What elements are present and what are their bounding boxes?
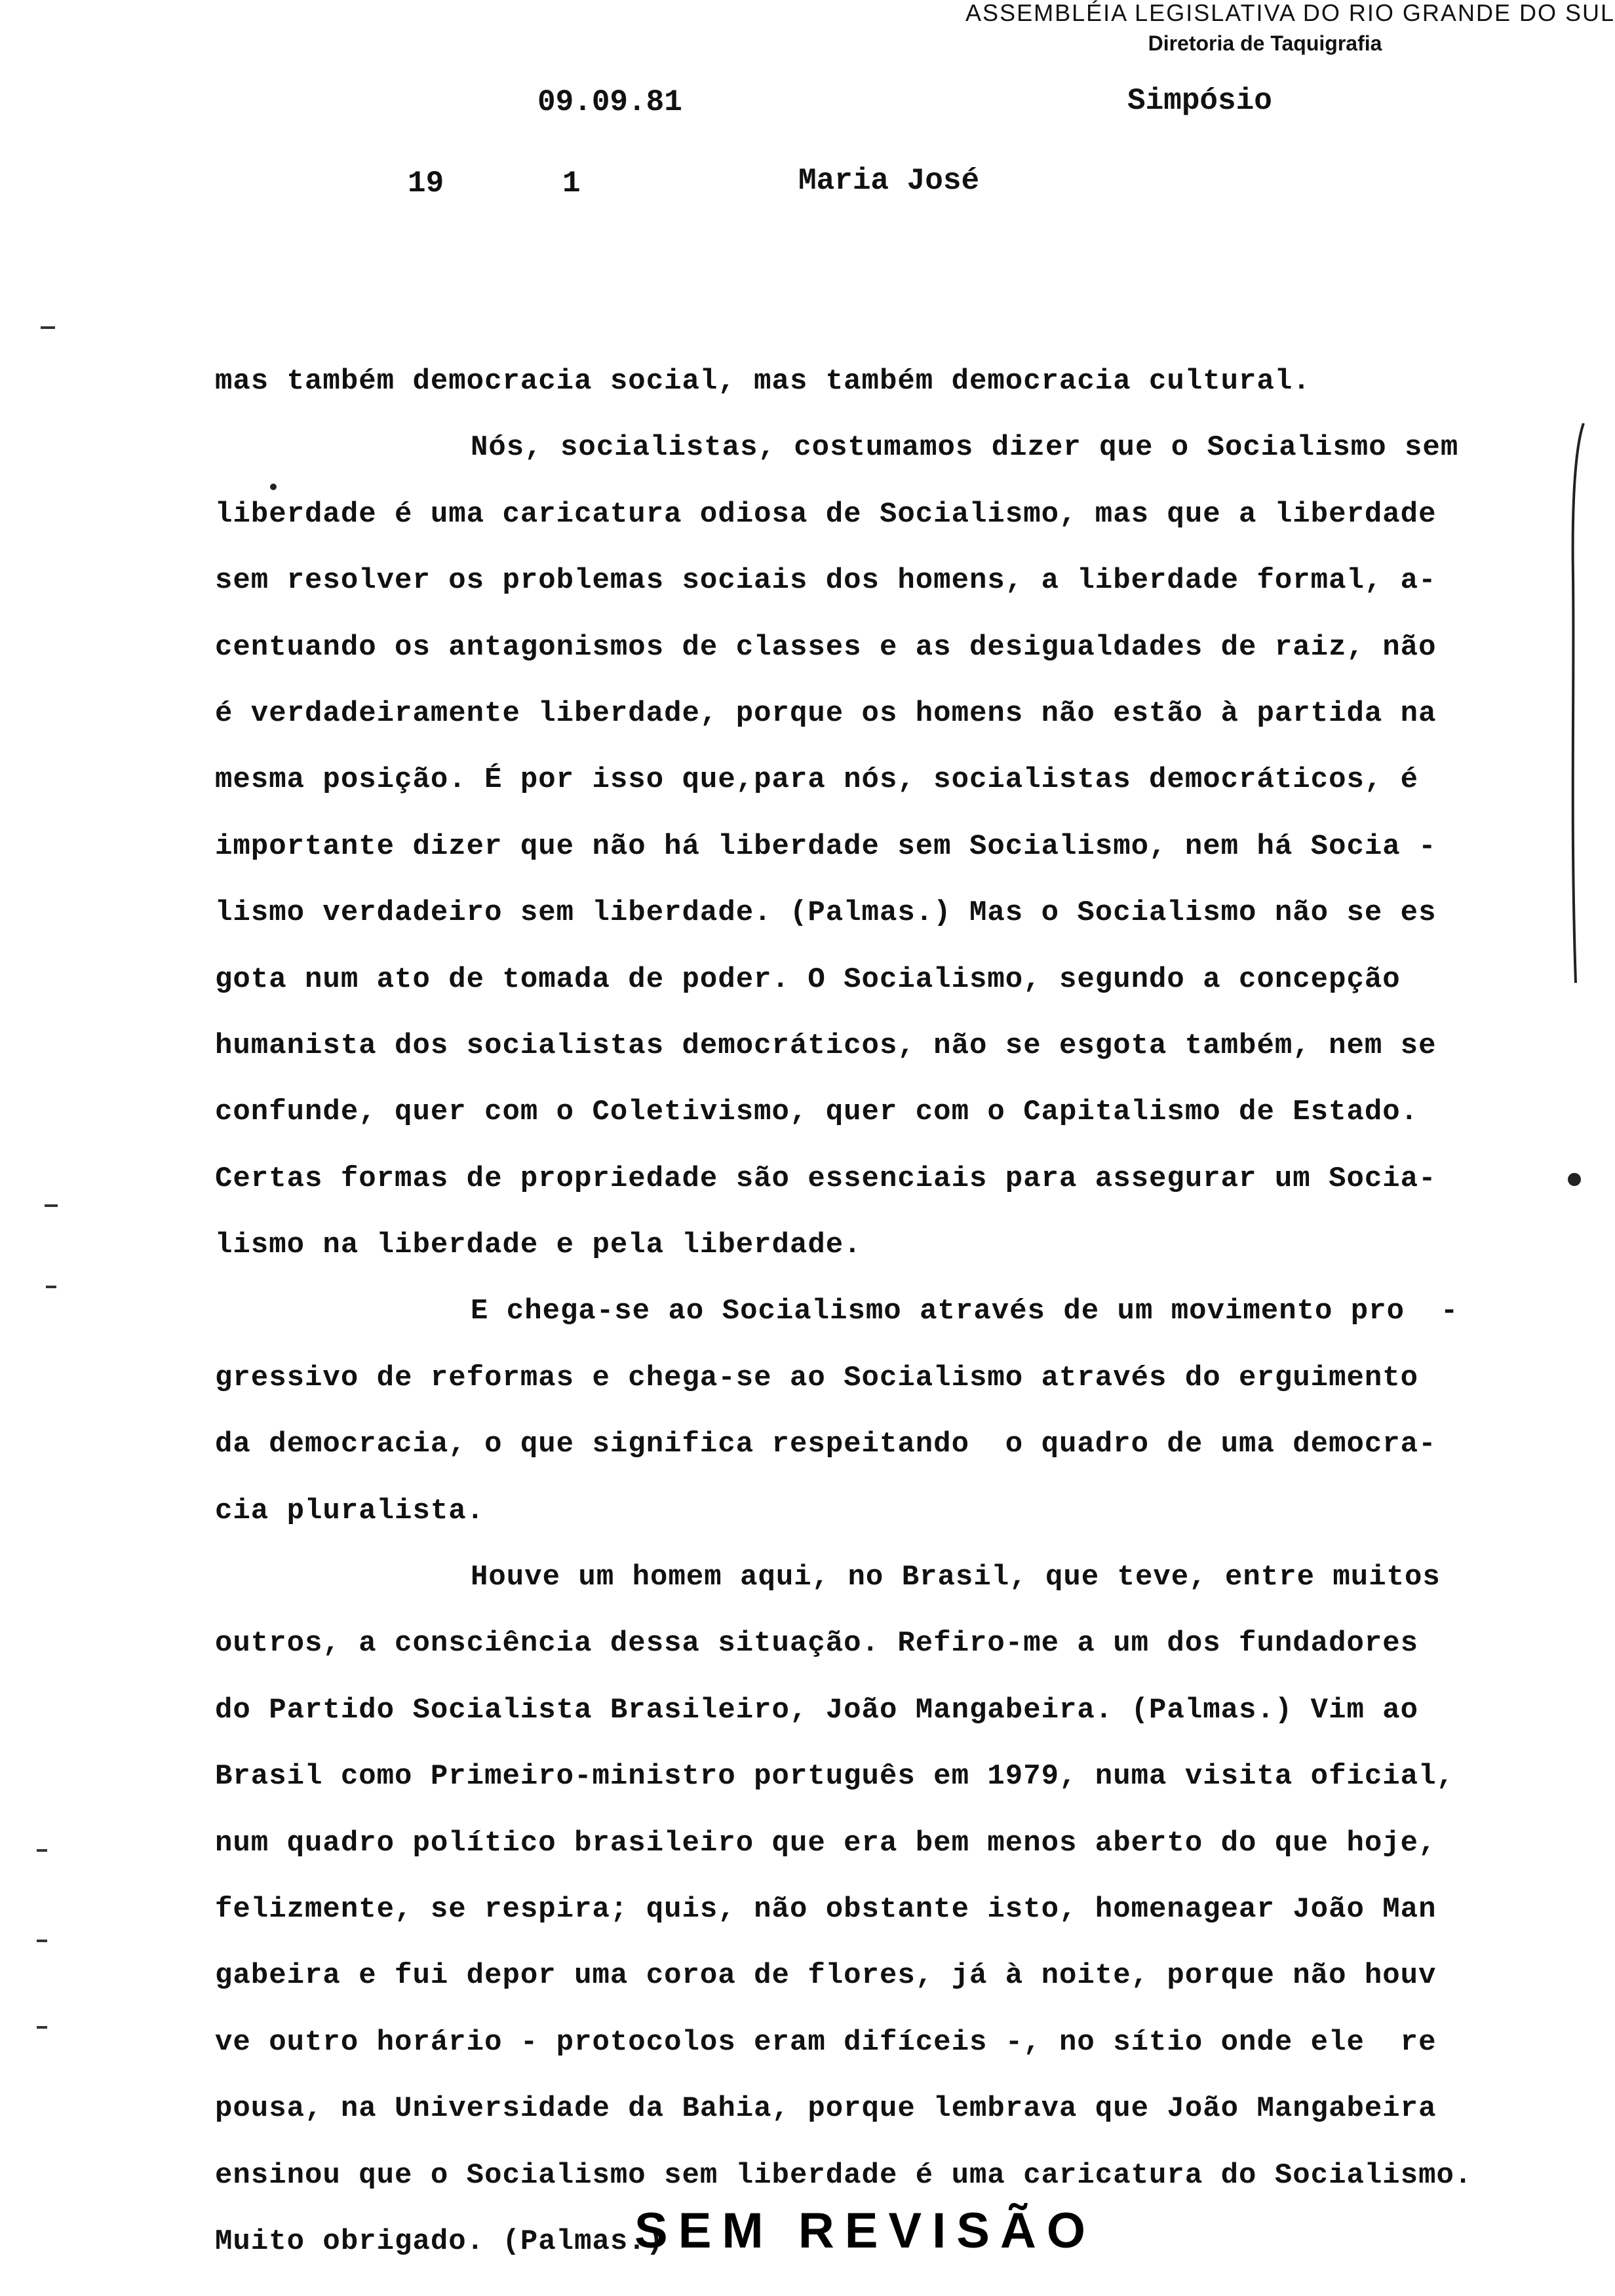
left-margin-tick: [37, 1940, 47, 1942]
text-line: liberdade é uma caricatura odiosa de Socialismo, mas que a liberdade: [215, 497, 1437, 531]
text-line: Brasil como Primeiro-ministro português em 1979, numa visita oficial,: [215, 1760, 1454, 1793]
text-line: do Partido Socialista Brasileiro, João Mangabeira. (Palmas.) Vim ao: [215, 1693, 1419, 1727]
speaker-name: Maria José: [798, 164, 980, 198]
sequence-number: 1: [562, 166, 581, 201]
text-line: Certas formas de propriedade são essenciais para assegurar um Socia-: [215, 1162, 1437, 1195]
left-margin-tick: [45, 1204, 58, 1207]
margin-dot: [270, 484, 277, 490]
text-line: gota num ato de tomada de poder. O Socialismo, segundo a concepção: [215, 963, 1401, 996]
text-line: gressivo de reformas e chega-se ao Socialismo através do erguimento: [215, 1361, 1419, 1394]
margin-dot: [1568, 1173, 1581, 1186]
text-line: E chega-se ao Socialismo através de um movimento pro -: [471, 1295, 1459, 1328]
text-line: lismo na liberdade e pela liberdade.: [215, 1229, 862, 1262]
left-margin-tick: [37, 2026, 47, 2029]
text-line: confunde, quer com o Coletivismo, quer com o Capitalismo de Estado.: [215, 1096, 1419, 1129]
text-line: humanista dos socialistas democráticos, não se esgota também, nem se: [215, 1029, 1437, 1062]
text-line: ve outro horário - protocolos eram difíceis -, no sítio onde ele re: [215, 2025, 1437, 2059]
text-line: Muito obrigado. (Palmas.): [215, 2225, 665, 2258]
text-line: num quadro político brasileiro que era bem menos aberto do que hoje,: [215, 1826, 1437, 1860]
text-line: sem resolver os problemas sociais dos homens, a liberdade formal, a-: [215, 564, 1437, 598]
text-line: lismo verdadeiro sem liberdade. (Palmas.) Mas o Socialismo não se es: [215, 896, 1437, 930]
text-line: é verdadeiramente liberdade, porque os homens não estão à partida na: [215, 697, 1437, 730]
text-line: Nós, socialistas, costumamos dizer que o Socialismo sem: [471, 431, 1459, 465]
no-revision-stamp: SEM REVISÃO: [634, 2203, 1096, 2259]
text-line: Houve um homem aqui, no Brasil, que teve, entre muitos: [471, 1561, 1441, 1594]
text-line: centuando os antagonismos de classes e as desigualdades de raiz, não: [215, 630, 1437, 664]
left-margin-tick: [46, 1286, 56, 1288]
text-line: mesma posição. É por isso que,para nós, socialistas democráticos, é: [215, 763, 1419, 797]
text-line: importante dizer que não há liberdade sem Socialismo, nem há Socia -: [215, 830, 1437, 863]
text-line: ensinou que o Socialismo sem liberdade é uma caricatura do Socialismo.: [215, 2158, 1473, 2192]
session-date: 09.09.81: [537, 85, 682, 119]
tape-number: 19: [408, 166, 444, 201]
margin-bracket: [1566, 419, 1593, 996]
text-line: outros, a consciência dessa situação. Refiro-me a um dos fundadores: [215, 1627, 1419, 1660]
text-line: da democracia, o que significa respeitando o quadro de uma democra-: [215, 1428, 1437, 1461]
text-line: gabeira e fui depor uma coroa de flores, já à noite, porque não houv: [215, 1959, 1437, 1993]
event-name: Simpósio: [1127, 84, 1272, 118]
transcript-body: [215, 362, 1548, 2288]
left-margin-tick: [37, 1849, 47, 1852]
text-line: cia pluralista.: [215, 1494, 485, 1527]
text-line: mas também democracia social, mas também democracia cultural.: [215, 365, 1311, 398]
department-header: Diretoria de Taquigrafia: [1148, 31, 1382, 55]
institution-header: ASSEMBLÉIA LEGISLATIVA DO RIO GRANDE DO SUL: [965, 0, 1615, 26]
left-margin-tick: [41, 326, 55, 329]
text-line: pousa, na Universidade da Bahia, porque lembrava que João Mangabeira: [215, 2092, 1437, 2126]
text-line: felizmente, se respira; quis, não obstante isto, homenagear João Man: [215, 1892, 1437, 1926]
